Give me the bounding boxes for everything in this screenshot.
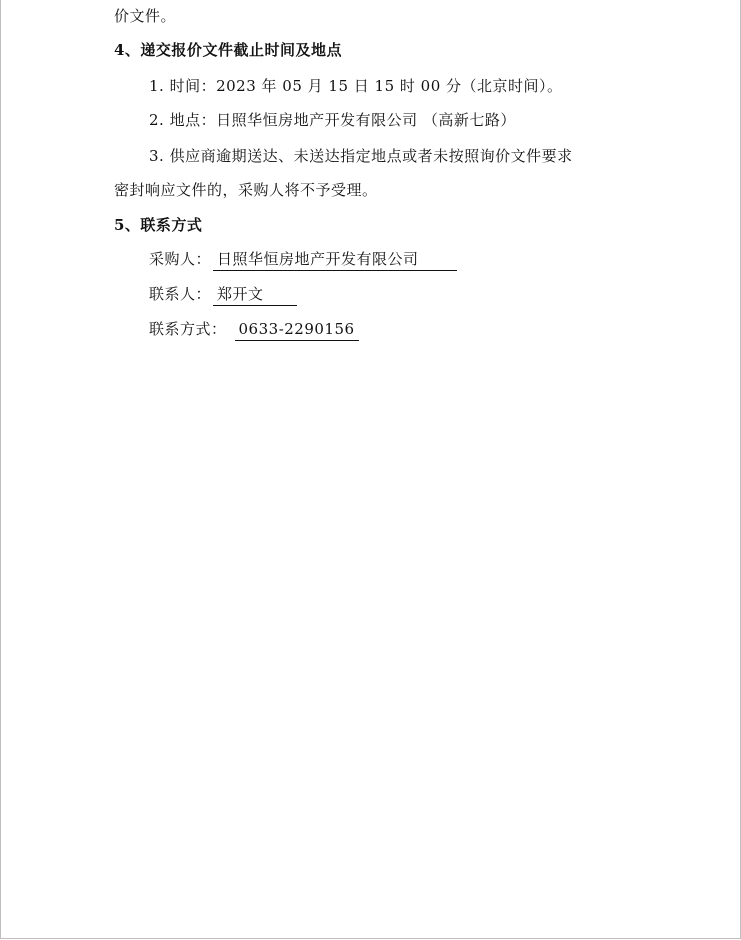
purchaser-row xyxy=(149,249,457,271)
contact-person-value: 郑开文 xyxy=(213,285,297,306)
purchaser-value: 日照华恒房地产开发有限公司 xyxy=(213,250,457,271)
section-5-heading: 5、联系方式 xyxy=(114,216,203,234)
contact-phone-row xyxy=(149,319,359,341)
contact-person-row xyxy=(149,284,297,306)
contact-phone-value: 0633-2290156 xyxy=(235,320,359,341)
continued-text-fragment: 价文件。 xyxy=(114,7,177,25)
purchaser-label: 采购人： xyxy=(149,250,212,268)
contact-phone-label: 联系方式： xyxy=(149,320,227,338)
deadline-location-item: 2. 地点：日照华恒房地产开发有限公司 （高新七路） xyxy=(149,111,516,129)
contact-person-label: 联系人： xyxy=(149,285,212,303)
late-submission-item-line-2: 密封响应文件的，采购人将不予受理。 xyxy=(114,181,378,199)
late-submission-item-line-1: 3. 供应商逾期送达、未送达指定地点或者未按照询价文件要求 xyxy=(149,147,573,165)
section-4-heading: 4、递交报价文件截止时间及地点 xyxy=(114,41,342,59)
deadline-time-item: 1. 时间：2023 年 05 月 15 日 15 时 00 分（北京时间）。 xyxy=(149,77,563,95)
